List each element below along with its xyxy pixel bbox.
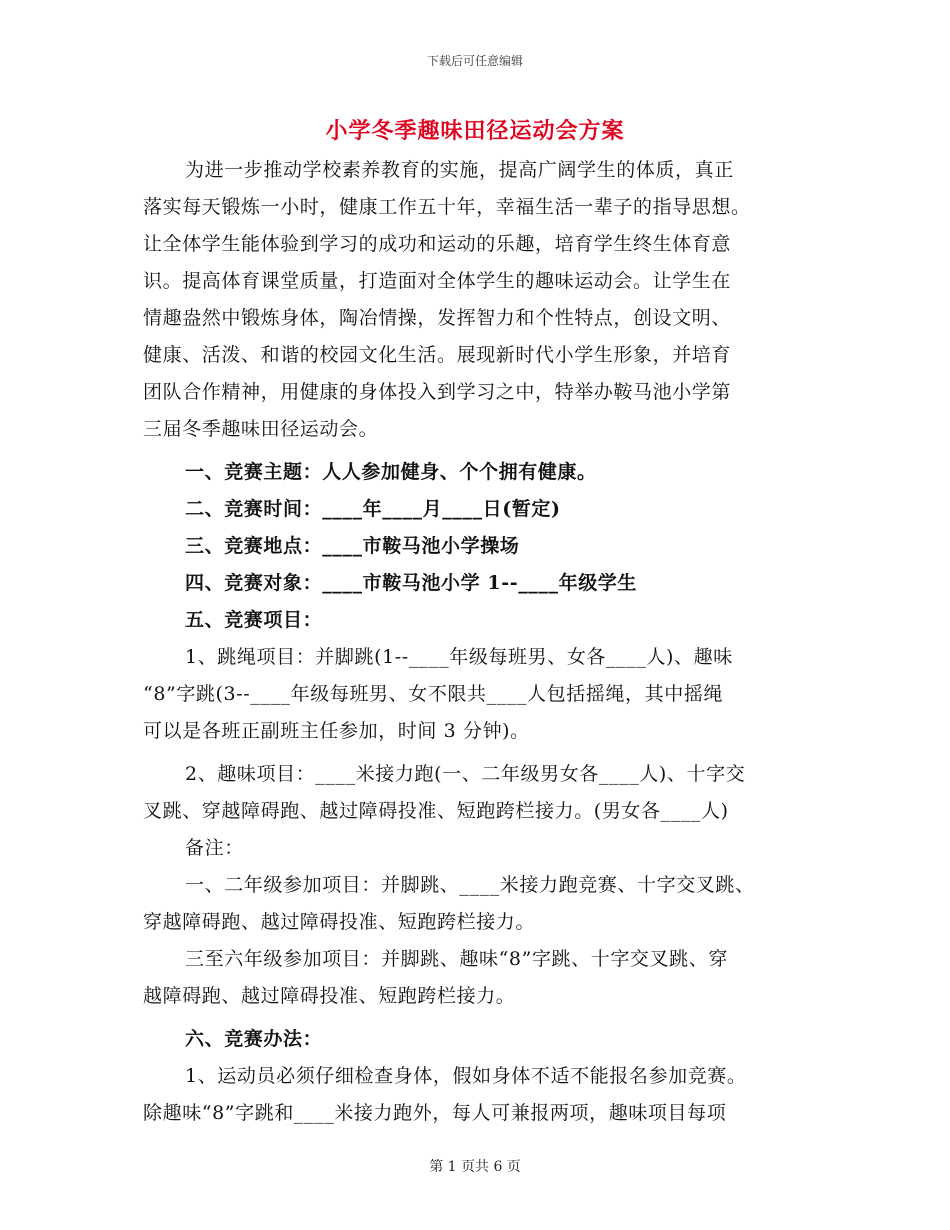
intro-line: 让全体学生能体验到学习的成功和运动的乐趣，培育学生终生体育意 (143, 233, 732, 255)
rule-line: 1、运动员必须仔细检查身体，假如身体不适不能报名参加竞赛。 (185, 1065, 747, 1087)
section-rules: 六、竞赛办法： (185, 1028, 323, 1050)
intro-line: 情趣盎然中锻炼身体，陶冶情操，发挥智力和个性特点，创设文明、 (143, 307, 732, 329)
intro-line: 落实每天锻炼一小时，健康工作五十年，幸福生活一辈子的指导思想。 (143, 196, 751, 218)
intro-line: 识。提高体育课堂质量，打造面对全体学生的趣味运动会。让学生在 (143, 270, 732, 292)
note-grade-3-6: 三至六年级参加项目：并脚跳、趣味“8”字跳、十字交叉跳、穿 (185, 948, 728, 970)
page-header: 下载后可任意编辑 (426, 54, 523, 68)
item-fun-events: 叉跳、穿越障碍跑、越过障碍投准、短跑跨栏接力。(男女各____人) (143, 800, 729, 822)
item-fun-events: 2、趣味项目：____米接力跑(一、二年级男女各____人)、十字交 (185, 763, 746, 785)
section-location: 三、竞赛地点：____市鞍马池小学操场 (185, 535, 520, 557)
note-grade-1-2: 穿越障碍跑、越过障碍投准、短跑跨栏接力。 (143, 911, 536, 933)
item-jump-rope: 可以是各班正副班主任参加，时间 3 分钟)。 (143, 720, 530, 742)
section-theme: 一、竞赛主题：人人参加健身、个个拥有健康。 (185, 461, 597, 483)
item-jump-rope: 1、跳绳项目：并脚跳(1--____年级每班男、女各____人)、趣味 (185, 646, 733, 668)
item-jump-rope: “8”字跳(3--____年级每班男、女不限共____人包括摇绳，其中摇绳 (143, 683, 724, 705)
document-title: 小学冬季趣味田径运动会方案 (325, 118, 625, 144)
intro-line: 为进一步推动学校素养教育的实施，提高广阔学生的体质，真正 (185, 159, 734, 181)
intro-line: 三届冬季趣味田径运动会。 (143, 418, 379, 440)
note-label: 备注： (185, 837, 244, 859)
intro-line: 团队合作精神，用健康的身体投入到学习之中，特举办鞍马池小学第 (143, 381, 732, 403)
note-grade-3-6: 越障碍跑、越过障碍投准、短跑跨栏接力。 (143, 985, 516, 1007)
section-participants: 四、竞赛对象：____市鞍马池小学 1--____年级学生 (185, 572, 638, 594)
section-time: 二、竞赛时间：____年____月____日(暂定) (185, 498, 561, 520)
page-footer: 第 1 页共 6 页 (429, 1159, 521, 1175)
document-body (143, 152, 813, 1132)
section-events: 五、竞赛项目： (185, 609, 323, 631)
intro-line: 健康、活泼、和谐的校园文化生活。展现新时代小学生形象，并培育 (143, 344, 732, 366)
note-grade-1-2: 一、二年级参加项目：并脚跳、____米接力跑竞赛、十字交叉跳、 (185, 874, 755, 896)
rule-line: 除趣味“8”字跳和____米接力跑外，每人可兼报两项，趣味项目每项 (143, 1102, 727, 1124)
